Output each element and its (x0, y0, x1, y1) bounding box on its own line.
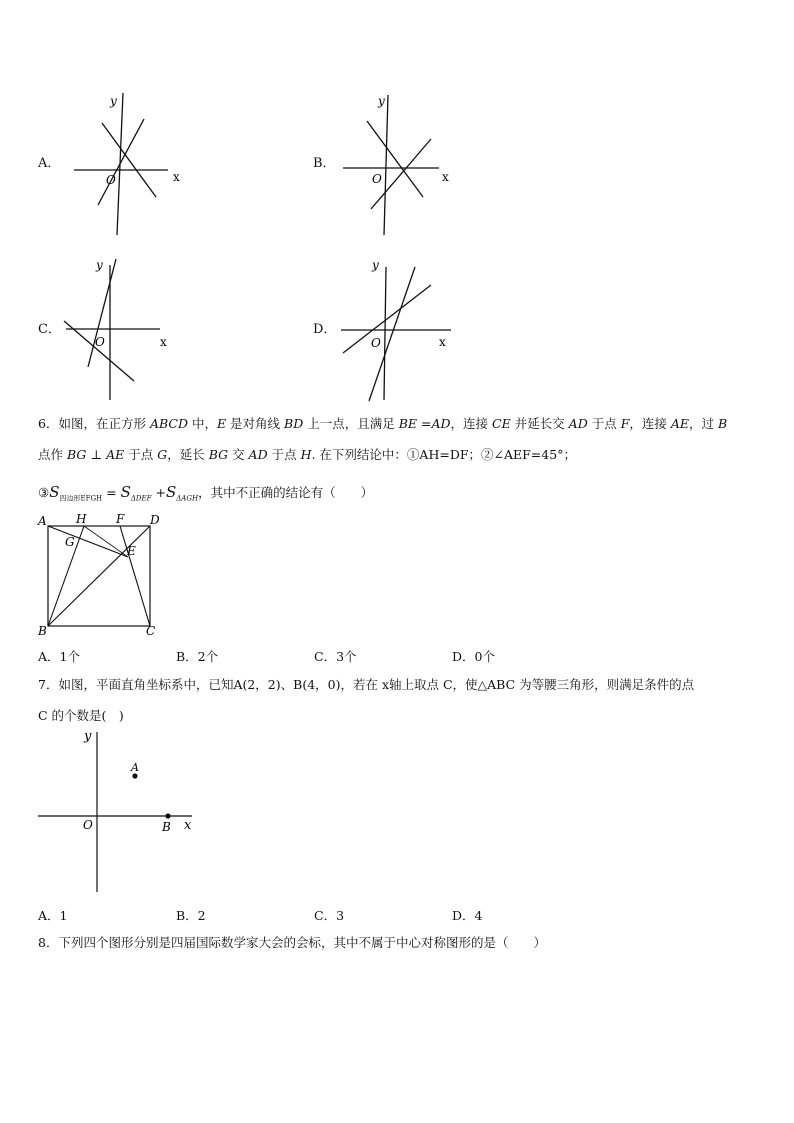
line-2 (343, 285, 431, 353)
line-1 (88, 259, 116, 367)
axis-label-y: y (110, 94, 117, 108)
y-axis (384, 95, 388, 235)
q6-choice-b: B．2个 (176, 649, 219, 664)
option-d-graph (335, 255, 535, 415)
q6-line-3: $③S_{四边形EFGH} = S_{\Delta DEF} +S_{\Delta AGH}$，其中不正确的结论有（ ） (38, 483, 374, 503)
point-f-label: F (116, 512, 125, 526)
line-1 (369, 267, 415, 401)
q6-choice-a: A．1个 (38, 649, 80, 664)
point-a-label: A (131, 761, 139, 774)
y-axis (384, 267, 386, 400)
q7-choice-c: C．3 (314, 908, 345, 923)
origin-label: O (372, 172, 382, 186)
axis-label-x: x (184, 818, 192, 833)
axis-label-x: x (439, 335, 446, 349)
point-d-label: D (150, 513, 160, 527)
point-e-label: E (127, 544, 136, 558)
origin-label: O (83, 818, 93, 832)
axis-label-y: y (96, 258, 103, 272)
axis-label-x: x (442, 170, 449, 184)
origin-label: O (371, 336, 381, 350)
option-b-label: B． (313, 156, 336, 171)
option-d-label: D． (313, 322, 337, 337)
segment-ae (48, 526, 128, 557)
option-a-graph (60, 85, 260, 245)
q7-choice-b: B．2 (176, 908, 206, 923)
q6-square-figure (36, 512, 176, 642)
q6-choice-d: D．0个 (452, 649, 495, 664)
point-b-label: B (38, 624, 47, 638)
point-a-label: A (38, 514, 47, 528)
option-b-graph (335, 85, 535, 245)
q6-line-2: 点作 BG ⊥ AE 于点 G，延长 BG 交 AD 于点 H. 在下列结论中：①AH=DF；②∠AEF=45°； (38, 447, 576, 462)
point-c-label: C (146, 624, 156, 638)
q7-line-1: 7．如图，平面直角坐标系中，已知A(2，2)、B(4，0)，若在 x轴上取点 C，使△ABC 为等腰三角形，则满足条件的点 (38, 677, 695, 692)
q7-coordinate-figure (34, 724, 204, 894)
q8-line-1: 8．下列四个图形分别是四届国际数学家大会的会标，其中不属于中心对称图形的是（ ） (38, 935, 546, 950)
axis-label-x: x (160, 335, 167, 349)
option-c-graph (60, 255, 260, 415)
q7-line-2: C 的个数是( ) (38, 708, 124, 723)
axis-label-y: y (372, 258, 379, 272)
q7-choice-a: A．1 (38, 908, 68, 923)
point-a (132, 773, 137, 778)
q6-choice-c: C．3个 (314, 649, 357, 664)
axis-label-x: x (173, 170, 180, 184)
origin-label: O (95, 335, 105, 349)
q6-line-1: 6．如图，在正方形 ABCD 中，E 是对角线 BD 上一点，且满足 BE =AD，连接 CE 并延长交 AD 于点 F，连接 AE，过 B (38, 416, 728, 431)
option-a-label: A． (38, 156, 61, 171)
point-b-label: B (162, 820, 171, 834)
origin-label: O (106, 173, 116, 187)
q7-choice-d: D．4 (452, 908, 483, 923)
point-h-label: H (76, 512, 87, 526)
axis-label-y: y (84, 729, 92, 744)
axis-label-y: y (378, 94, 385, 108)
line-2 (64, 321, 134, 381)
point-g-label: G (65, 535, 75, 549)
option-c-label: C． (38, 322, 61, 337)
point-b (165, 813, 170, 818)
